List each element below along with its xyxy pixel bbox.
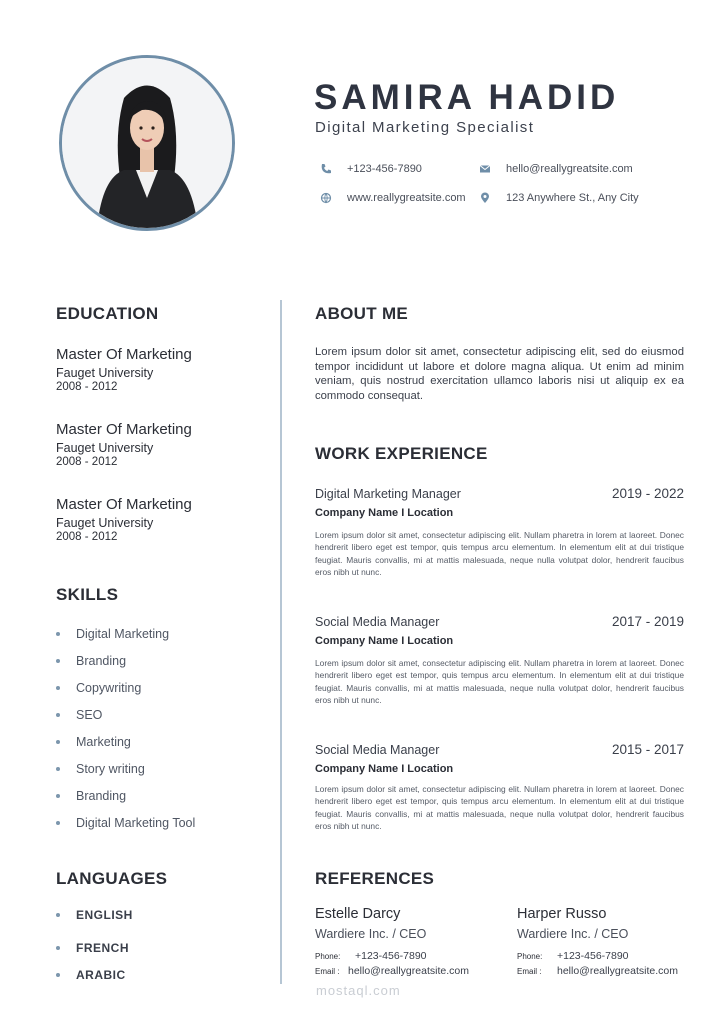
column-divider bbox=[280, 300, 282, 984]
profile-photo bbox=[59, 55, 235, 231]
language-item bbox=[56, 941, 129, 955]
bullet-icon bbox=[56, 946, 60, 950]
reference-role: Wardiere Inc. / CEO bbox=[517, 927, 629, 941]
skill-label: SEO bbox=[76, 708, 103, 722]
education-years: 2008 - 2012 bbox=[56, 456, 118, 468]
reference-name: Estelle Darcy bbox=[315, 906, 401, 922]
reference-email bbox=[315, 965, 469, 977]
education-school: Fauget University bbox=[56, 366, 154, 380]
bullet-icon bbox=[56, 821, 60, 825]
education-school: Fauget University bbox=[56, 441, 154, 455]
skill-label: Digital Marketing bbox=[76, 627, 170, 641]
job-description: Lorem ipsum dolor sit amet, consectetur adipiscing elit. Nullam pharetra in lorem at laoreet. Donec hendrerit libero eget est tempor, quis tempus arcu elementum. In elementum elit at dui tristique feugiat. Mauris convallis, mi at mattis malesuada, neque nulla volutpat dolor, hendrerit faucibus eros nibh ut nunc. bbox=[315, 530, 684, 577]
education-degree: Master Of Marketing bbox=[56, 496, 192, 513]
education-degree: Master Of Marketing bbox=[56, 346, 192, 363]
job-years: 2019 - 2022 bbox=[611, 486, 684, 501]
language-label: ARABIC bbox=[76, 968, 126, 982]
bullet-icon bbox=[56, 686, 60, 690]
work-experience-heading: WORK EXPERIENCE bbox=[315, 444, 488, 463]
job-years: 2017 - 2019 bbox=[611, 614, 684, 629]
skill-label: Copywriting bbox=[76, 681, 142, 695]
skill-label: Story writing bbox=[76, 762, 145, 776]
email-label: Email : bbox=[517, 967, 542, 976]
contact-phone-text: +123-456-7890 bbox=[347, 163, 422, 175]
education-degree: Master Of Marketing bbox=[56, 421, 192, 438]
watermark: mostaql.com bbox=[316, 983, 401, 998]
location-pin-icon bbox=[479, 192, 491, 204]
references-heading: REFERENCES bbox=[315, 869, 435, 888]
reference-email-value: hello@reallygreatsite.com bbox=[557, 965, 678, 977]
language-label: ENGLISH bbox=[76, 908, 133, 922]
skill-label: Marketing bbox=[76, 735, 131, 749]
bullet-icon bbox=[56, 740, 60, 744]
job-description: Lorem ipsum dolor sit amet, consectetur adipiscing elit. Nullam pharetra in lorem at laoreet. Donec hendrerit libero eget est tempor, quis tempus arcu elementum. In elementum elit at dui tristique feugiat. Mauris convallis, mi at mattis malesuada, neque nulla volutpat dolor, hendrerit faucibus eros nibh ut nunc. bbox=[315, 784, 684, 831]
languages-heading: LANGUAGES bbox=[56, 869, 168, 888]
contact-address-text: 123 Anywhere St., Any City bbox=[506, 192, 639, 204]
phone-label: Phone: bbox=[517, 952, 543, 961]
skill-item bbox=[56, 627, 169, 641]
bullet-icon bbox=[56, 794, 60, 798]
contact-website-text: www.reallygreatsite.com bbox=[347, 192, 466, 204]
phone-icon bbox=[320, 163, 332, 175]
skills-heading: SKILLS bbox=[56, 585, 119, 604]
phone-label: Phone: bbox=[315, 952, 341, 961]
language-item bbox=[56, 968, 126, 982]
contact-website bbox=[320, 192, 466, 204]
contact-phone bbox=[320, 163, 422, 175]
about-text: Lorem ipsum dolor sit amet, consectetur adipiscing elit, sed do eiusmod tempor incididunt ut labore et dolore magna aliqua. Ut enim ad minim veniam, quis nostrud exercitation ullamco laboris nisi ut aliquip ex ea commodo consequat. bbox=[315, 346, 684, 402]
reference-phone bbox=[315, 950, 427, 962]
skill-label: Branding bbox=[76, 789, 127, 803]
job-title: Digital Marketing Manager bbox=[315, 487, 461, 501]
job-company: Company Name I Location bbox=[315, 763, 454, 775]
reference-email bbox=[517, 965, 678, 977]
bullet-icon bbox=[56, 659, 60, 663]
globe-icon bbox=[320, 192, 332, 204]
bullet-icon bbox=[56, 713, 60, 717]
job-description: Lorem ipsum dolor sit amet, consectetur adipiscing elit. Nullam pharetra in lorem at laoreet. Donec hendrerit libero eget est tempor, quis tempus arcu elementum. In elementum elit at dui tristique feugiat. Mauris convallis, mi at mattis malesuada, neque nulla volutpat dolor, hendrerit faucibus eros nibh ut nunc. bbox=[315, 658, 684, 705]
skill-item bbox=[56, 762, 145, 776]
reference-phone-value: +123-456-7890 bbox=[355, 950, 427, 962]
bullet-icon bbox=[56, 632, 60, 636]
job-years: 2015 - 2017 bbox=[611, 742, 684, 757]
person-name: SAMIRA HADID bbox=[314, 78, 620, 117]
education-years: 2008 - 2012 bbox=[56, 531, 118, 543]
portrait-illustration bbox=[62, 58, 232, 228]
contact-email-text: hello@reallygreatsite.com bbox=[506, 163, 633, 175]
mail-icon bbox=[479, 163, 491, 175]
skill-item bbox=[56, 735, 131, 749]
job-company: Company Name I Location bbox=[315, 635, 454, 647]
skill-item bbox=[56, 708, 102, 722]
bullet-icon bbox=[56, 913, 60, 917]
skill-item bbox=[56, 789, 126, 803]
skill-item bbox=[56, 681, 141, 695]
education-heading: EDUCATION bbox=[56, 304, 159, 323]
bullet-icon bbox=[56, 767, 60, 771]
education-school: Fauget University bbox=[56, 516, 154, 530]
job-title: Social Media Manager bbox=[315, 615, 440, 629]
contact-address bbox=[479, 192, 639, 204]
skill-label: Digital Marketing Tool bbox=[76, 816, 196, 830]
language-item bbox=[56, 908, 133, 922]
reference-role: Wardiere Inc. / CEO bbox=[315, 927, 427, 941]
reference-email-value: hello@reallygreatsite.com bbox=[348, 965, 469, 977]
language-label: FRENCH bbox=[76, 941, 129, 955]
bullet-icon bbox=[56, 973, 60, 977]
job-title-heading: Digital Marketing Specialist bbox=[315, 119, 535, 136]
email-label: Email : bbox=[315, 967, 340, 976]
skill-item bbox=[56, 816, 195, 830]
skill-label: Branding bbox=[76, 654, 127, 668]
reference-name: Harper Russo bbox=[517, 906, 607, 922]
job-title: Social Media Manager bbox=[315, 743, 440, 757]
education-years: 2008 - 2012 bbox=[56, 381, 118, 393]
reference-phone bbox=[517, 950, 629, 962]
job-company: Company Name I Location bbox=[315, 507, 454, 519]
contact-email bbox=[479, 163, 633, 175]
reference-phone-value: +123-456-7890 bbox=[557, 950, 629, 962]
about-heading: ABOUT ME bbox=[315, 304, 409, 323]
skill-item bbox=[56, 654, 126, 668]
